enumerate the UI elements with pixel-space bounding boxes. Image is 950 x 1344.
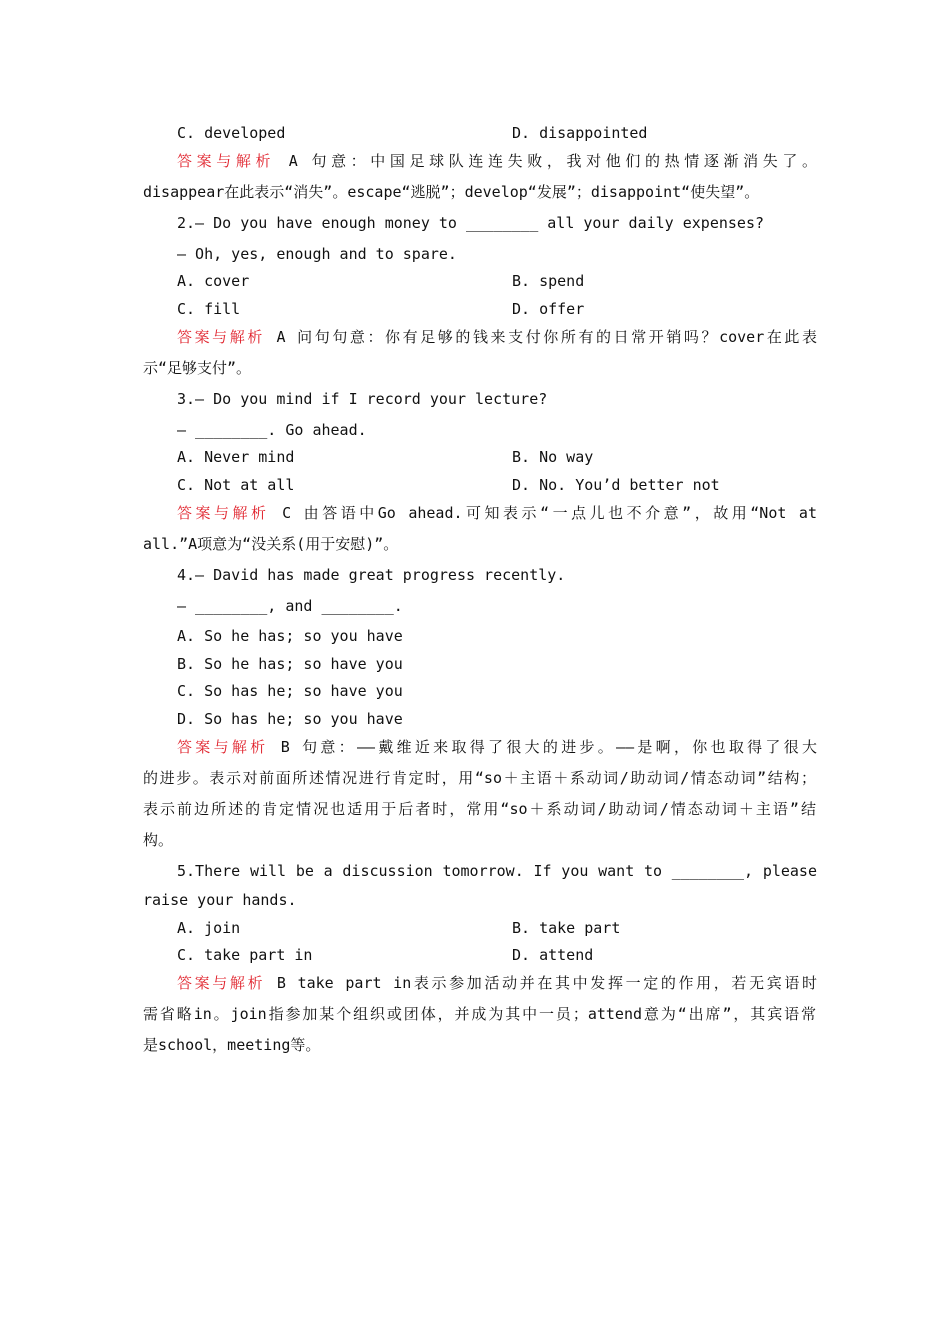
- q5-option-c: C. take part in: [177, 946, 313, 964]
- q5-answer-text: B take part in表示参加活动并在其中发挥一定的作用，若无宾语时: [265, 974, 817, 992]
- q5-answer-label: 答案与解析: [177, 974, 266, 992]
- q2-answer-line-2: 示“足够支付”。: [143, 359, 252, 377]
- q5-answer-line-3: 是school，meeting等。: [143, 1036, 321, 1054]
- q4-answer-line-1: [177, 737, 817, 757]
- q2-reply: — Oh, yes, enough and to spare.: [177, 245, 457, 263]
- q3-option-c: C. Not at all: [177, 476, 295, 494]
- q5-option-d: D. attend: [512, 946, 594, 964]
- q2-stem: 2.— Do you have enough money to ________ all your daily expenses?: [177, 214, 764, 232]
- q3-option-b: B. No way: [512, 448, 594, 466]
- q3-answer-line-2: all.”A项意为“没关系(用于安慰)”。: [143, 535, 399, 553]
- q2-option-b: B. spend: [512, 272, 585, 290]
- q1-answer-line-1: [177, 151, 817, 171]
- q2-option-a: A. cover: [177, 272, 250, 290]
- q3-answer-label: 答案与解析: [177, 504, 270, 522]
- q4-stem: 4.— David has made great progress recently.: [177, 566, 566, 584]
- q1-answer-label: 答案与解析: [177, 152, 276, 170]
- q4-option-d: D. So has he; so you have: [177, 710, 403, 728]
- q4-answer-line-3: 表示前边所述的肯定情况也适用于后者时，常用“so＋系动词/助动词/情态动词＋主语”结: [143, 800, 816, 818]
- q4-reply: — ________, and ________.: [177, 597, 403, 615]
- q1-answer-line-2: disappear在此表示“消失”。escape“逃脱”；develop“发展”；disappoint“使失望”。: [143, 183, 760, 201]
- q2-option-c: C. fill: [177, 300, 241, 318]
- q3-stem: 3.— Do you mind if I record your lecture?: [177, 390, 548, 408]
- q5-answer-line-1: [177, 973, 817, 993]
- q5-option-b: B. take part: [512, 919, 621, 937]
- q2-option-d: D. offer: [512, 300, 585, 318]
- q3-option-d: D. No. You’d better not: [512, 476, 720, 494]
- q2-answer-label: 答案与解析: [177, 328, 265, 346]
- q4-answer-line-2: 的进步。表示对前面所述情况进行肯定时，用“so＋主语＋系动词/助动词/情态动词”结构；: [143, 769, 816, 787]
- q4-answer-text: B 句意：——戴维近来取得了很大的进步。——是啊，你也取得了很大: [268, 738, 817, 756]
- q3-answer-line-1: [177, 503, 817, 523]
- q5-stem-line-1: 5.There will be a discussion tomorrow. If you want to ________, please: [177, 862, 817, 880]
- q4-option-b: B. So he has; so have you: [177, 655, 403, 673]
- q3-reply: — ________. Go ahead.: [177, 421, 367, 439]
- q5-option-a: A. join: [177, 919, 241, 937]
- q4-option-a: A. So he has; so you have: [177, 627, 403, 645]
- q1-answer-text: A 句意：中国足球队连连失败，我对他们的热情逐渐消失了。: [275, 152, 817, 170]
- q2-answer-line-1: [177, 327, 817, 347]
- q4-option-c: C. So has he; so have you: [177, 682, 403, 700]
- q3-answer-text: C 由答语中Go ahead.可知表示“一点儿也不介意”，故用“Not at: [269, 504, 817, 522]
- q4-answer-line-4: 构。: [143, 831, 174, 849]
- q5-answer-line-2: 需省略in。join指参加某个组织或团体，并成为其中一员；attend意为“出席”，其宾语常: [143, 1005, 816, 1023]
- q4-answer-label: 答案与解析: [177, 738, 269, 756]
- q2-answer-text: A 问句句意：你有足够的钱来支付你所有的日常开销吗？cover在此表: [264, 328, 817, 346]
- q5-stem-line-2: raise your hands.: [143, 891, 297, 909]
- q1-option-d: D. disappointed: [512, 124, 648, 142]
- q1-option-c: C. developed: [177, 124, 286, 142]
- q3-option-a: A. Never mind: [177, 448, 295, 466]
